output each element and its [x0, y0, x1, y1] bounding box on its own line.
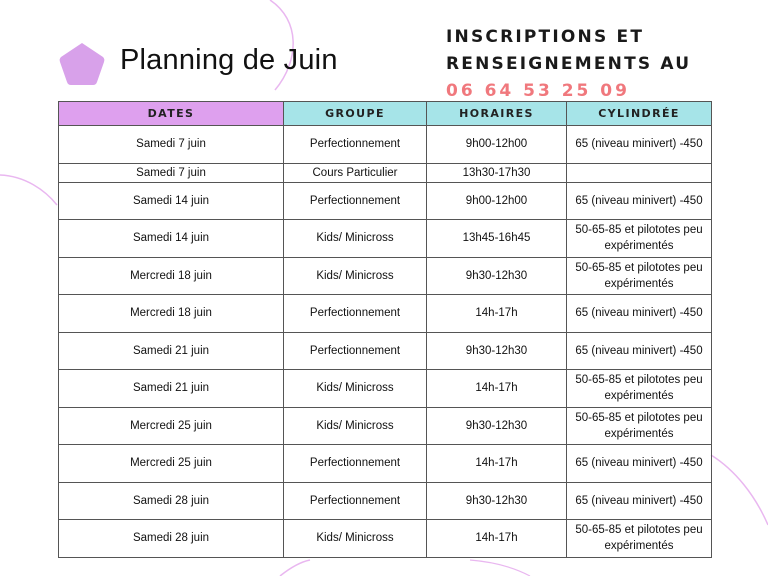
cell-date: Samedi 14 juin — [59, 220, 284, 258]
table-row — [59, 257, 712, 295]
cell-date: Samedi 21 juin — [59, 370, 284, 408]
cell-groupe: Perfectionnement — [284, 445, 427, 483]
cell-horaires: 9h30-12h30 — [427, 257, 567, 295]
table-row — [59, 370, 712, 408]
cell-cylindree — [567, 126, 712, 164]
table-row — [59, 407, 712, 445]
column-header-horaires: HORAIRES — [427, 102, 567, 126]
table-header-row — [59, 102, 712, 126]
cell-groupe: Kids/ Minicross — [284, 220, 427, 258]
cell-cylindree — [567, 295, 712, 333]
cell-date: Samedi 21 juin — [59, 332, 284, 370]
cell-groupe: Perfectionnement — [284, 182, 427, 220]
table-row — [59, 220, 712, 258]
cell-date: Samedi 28 juin — [59, 482, 284, 520]
cylindree-text: 65 (niveau minivert) -450 — [575, 344, 703, 357]
cell-cylindree — [567, 445, 712, 483]
cell-cylindree — [567, 407, 712, 445]
cylindree-text: 65 (niveau minivert) -450 — [575, 494, 703, 507]
cell-cylindree — [567, 163, 712, 182]
table-row — [59, 445, 712, 483]
cylindree-text: 65 (niveau minivert) -450 — [575, 307, 703, 320]
cell-groupe: Cours Particulier — [284, 163, 427, 182]
info-line-2: RENSEIGNEMENTS AU — [446, 54, 692, 74]
cell-horaires: 9h30-12h30 — [427, 482, 567, 520]
cell-horaires: 13h30-17h30 — [427, 163, 567, 182]
cell-groupe: Kids/ Minicross — [284, 520, 427, 558]
cell-cylindree — [567, 182, 712, 220]
cylindree-text: 50-65-85 et pilototes peu expérimentés — [575, 411, 703, 440]
table-row — [59, 482, 712, 520]
contact-info — [446, 24, 691, 105]
cell-cylindree — [567, 520, 712, 558]
cell-groupe: Perfectionnement — [284, 332, 427, 370]
cylindree-text: 65 (niveau minivert) -450 — [575, 194, 703, 207]
cell-groupe: Perfectionnement — [284, 126, 427, 164]
cylindree-text: 50-65-85 et pilototes peu expérimentés — [575, 374, 703, 403]
column-header-groupe: GROUPE — [284, 102, 427, 126]
cell-cylindree — [567, 482, 712, 520]
cylindree-text: 50-65-85 et pilototes peu expérimentés — [575, 224, 703, 253]
cell-groupe: Kids/ Minicross — [284, 257, 427, 295]
cell-date: Samedi 7 juin — [59, 163, 284, 182]
cell-horaires: 14h-17h — [427, 295, 567, 333]
table-row — [59, 126, 712, 164]
cell-groupe: Perfectionnement — [284, 295, 427, 333]
cell-date: Samedi 28 juin — [59, 520, 284, 558]
cell-date: Mercredi 25 juin — [59, 445, 284, 483]
cell-groupe: Perfectionnement — [284, 482, 427, 520]
table-row — [59, 182, 712, 220]
cell-horaires: 9h30-12h30 — [427, 407, 567, 445]
table-row — [59, 520, 712, 558]
pentagon-icon — [57, 40, 107, 88]
cell-date: Samedi 14 juin — [59, 182, 284, 220]
cell-horaires: 14h-17h — [427, 520, 567, 558]
cell-date: Mercredi 18 juin — [59, 257, 284, 295]
cell-date: Mercredi 18 juin — [59, 295, 284, 333]
cell-cylindree — [567, 332, 712, 370]
cylindree-text: 50-65-85 et pilototes peu expérimentés — [575, 524, 703, 553]
cell-groupe: Kids/ Minicross — [284, 407, 427, 445]
cell-horaires: 13h45-16h45 — [427, 220, 567, 258]
planning-table — [58, 101, 712, 558]
page-title: Planning de Juin — [120, 44, 338, 76]
cell-horaires: 14h-17h — [427, 370, 567, 408]
cell-groupe: Kids/ Minicross — [284, 370, 427, 408]
cell-horaires: 9h00-12h00 — [427, 182, 567, 220]
phone-number: 06 64 53 25 09 — [446, 81, 630, 101]
cell-date: Samedi 7 juin — [59, 126, 284, 164]
cell-cylindree — [567, 220, 712, 258]
table-row — [59, 295, 712, 333]
cylindree-text: 65 (niveau minivert) -450 — [575, 138, 703, 151]
cell-cylindree — [567, 370, 712, 408]
cell-horaires: 9h30-12h30 — [427, 332, 567, 370]
table-row — [59, 163, 712, 182]
column-header-cylindree: CYLINDRÉE — [567, 102, 712, 126]
table-row — [59, 332, 712, 370]
cell-horaires: 14h-17h — [427, 445, 567, 483]
info-line-1: INSCRIPTIONS ET — [446, 27, 645, 47]
cell-horaires: 9h00-12h00 — [427, 126, 567, 164]
cylindree-text: 50-65-85 et pilototes peu expérimentés — [575, 261, 703, 290]
cell-date: Mercredi 25 juin — [59, 407, 284, 445]
cylindree-text: 65 (niveau minivert) -450 — [575, 457, 703, 470]
column-header-dates: DATES — [59, 102, 284, 126]
cell-cylindree — [567, 257, 712, 295]
